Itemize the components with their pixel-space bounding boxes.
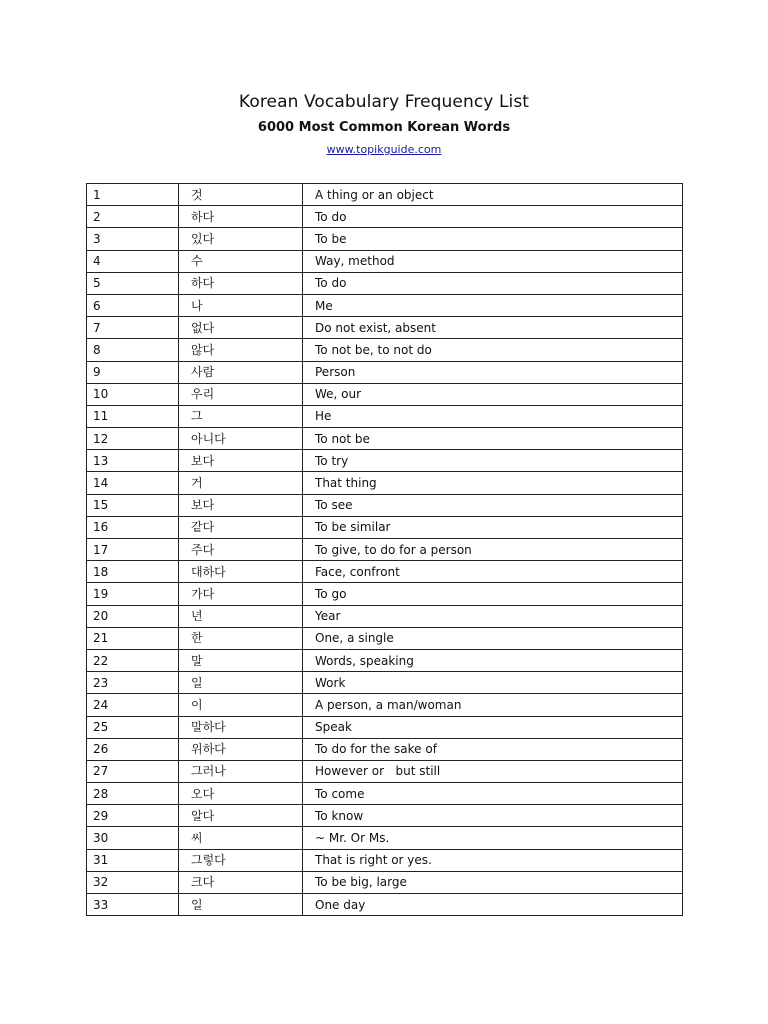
table-row bbox=[87, 849, 683, 871]
korean-word-cell: 우리 bbox=[179, 383, 303, 405]
korean-word-cell: 일 bbox=[179, 894, 303, 916]
english-meaning-cell: Year bbox=[303, 605, 683, 627]
table-row bbox=[87, 250, 683, 272]
english-meaning-cell: To do for the sake of bbox=[303, 738, 683, 760]
korean-word-cell: 보다 bbox=[179, 494, 303, 516]
rank-cell: 27 bbox=[87, 760, 179, 782]
table-row bbox=[87, 539, 683, 561]
english-meaning-cell: To do bbox=[303, 272, 683, 294]
korean-word-cell: 그렇다 bbox=[179, 849, 303, 871]
rank-cell: 7 bbox=[87, 317, 179, 339]
document-title: Korean Vocabulary Frequency List bbox=[238, 92, 530, 112]
rank-cell: 23 bbox=[87, 672, 179, 694]
korean-word-cell: 알다 bbox=[179, 805, 303, 827]
korean-word-cell: 없다 bbox=[179, 317, 303, 339]
korean-word-cell: 하다 bbox=[179, 206, 303, 228]
english-meaning-cell: Work bbox=[303, 672, 683, 694]
english-meaning-cell: To see bbox=[303, 494, 683, 516]
english-meaning-cell: To not be bbox=[303, 428, 683, 450]
rank-cell: 6 bbox=[87, 294, 179, 316]
table-row bbox=[87, 383, 683, 405]
table-row bbox=[87, 361, 683, 383]
table-row bbox=[87, 184, 683, 206]
english-meaning-cell: One, a single bbox=[303, 627, 683, 649]
korean-word-cell: 것 bbox=[179, 184, 303, 206]
rank-cell: 30 bbox=[87, 827, 179, 849]
table-row bbox=[87, 228, 683, 250]
table-row bbox=[87, 672, 683, 694]
table-row bbox=[87, 339, 683, 361]
english-meaning-cell: We, our bbox=[303, 383, 683, 405]
table-row bbox=[87, 783, 683, 805]
english-meaning-cell: That thing bbox=[303, 472, 683, 494]
rank-cell: 1 bbox=[87, 184, 179, 206]
rank-cell: 20 bbox=[87, 605, 179, 627]
korean-word-cell: 말 bbox=[179, 649, 303, 671]
english-meaning-cell: To know bbox=[303, 805, 683, 827]
table-row bbox=[87, 494, 683, 516]
english-meaning-cell: Speak bbox=[303, 716, 683, 738]
table-row bbox=[87, 871, 683, 893]
table-row bbox=[87, 428, 683, 450]
english-meaning-cell: Face, confront bbox=[303, 561, 683, 583]
english-meaning-cell: He bbox=[303, 405, 683, 427]
table-row bbox=[87, 827, 683, 849]
rank-cell: 3 bbox=[87, 228, 179, 250]
rank-cell: 18 bbox=[87, 561, 179, 583]
source-link-container bbox=[0, 142, 768, 158]
english-meaning-cell: Words, speaking bbox=[303, 649, 683, 671]
table-row bbox=[87, 450, 683, 472]
korean-word-cell: 씨 bbox=[179, 827, 303, 849]
korean-word-cell: 년 bbox=[179, 605, 303, 627]
english-meaning-cell: To come bbox=[303, 783, 683, 805]
english-meaning-cell: To do bbox=[303, 206, 683, 228]
korean-word-cell: 그 bbox=[179, 405, 303, 427]
table-row bbox=[87, 583, 683, 605]
korean-word-cell: 하다 bbox=[179, 272, 303, 294]
korean-word-cell: 이 bbox=[179, 694, 303, 716]
english-meaning-cell: That is right or yes. bbox=[303, 849, 683, 871]
table-row bbox=[87, 716, 683, 738]
rank-cell: 8 bbox=[87, 339, 179, 361]
rank-cell: 13 bbox=[87, 450, 179, 472]
korean-word-cell: 거 bbox=[179, 472, 303, 494]
rank-cell: 22 bbox=[87, 649, 179, 671]
korean-word-cell: 오다 bbox=[179, 783, 303, 805]
korean-word-cell: 일 bbox=[179, 672, 303, 694]
table-row bbox=[87, 317, 683, 339]
rank-cell: 11 bbox=[87, 405, 179, 427]
table-row bbox=[87, 760, 683, 782]
english-meaning-cell: To not be, to not do bbox=[303, 339, 683, 361]
korean-word-cell: 수 bbox=[179, 250, 303, 272]
rank-cell: 26 bbox=[87, 738, 179, 760]
korean-word-cell: 보다 bbox=[179, 450, 303, 472]
korean-word-cell: 크다 bbox=[179, 871, 303, 893]
rank-cell: 4 bbox=[87, 250, 179, 272]
english-meaning-cell: To go bbox=[303, 583, 683, 605]
korean-word-cell: 대하다 bbox=[179, 561, 303, 583]
vocabulary-table-body bbox=[87, 184, 683, 916]
table-row bbox=[87, 605, 683, 627]
table-row bbox=[87, 472, 683, 494]
rank-cell: 29 bbox=[87, 805, 179, 827]
table-row bbox=[87, 516, 683, 538]
table-row bbox=[87, 894, 683, 916]
rank-cell: 32 bbox=[87, 871, 179, 893]
document-subtitle: 6000 Most Common Korean Words bbox=[257, 120, 511, 135]
english-meaning-cell: To be similar bbox=[303, 516, 683, 538]
korean-word-cell: 사람 bbox=[179, 361, 303, 383]
english-meaning-cell: Person bbox=[303, 361, 683, 383]
english-meaning-cell: One day bbox=[303, 894, 683, 916]
english-meaning-cell: A thing or an object bbox=[303, 184, 683, 206]
vocabulary-table bbox=[86, 183, 683, 916]
korean-word-cell: 그러나 bbox=[179, 760, 303, 782]
english-meaning-cell: ~ Mr. Or Ms. bbox=[303, 827, 683, 849]
table-row bbox=[87, 294, 683, 316]
table-row bbox=[87, 627, 683, 649]
english-meaning-cell: To give, to do for a person bbox=[303, 539, 683, 561]
korean-word-cell: 있다 bbox=[179, 228, 303, 250]
rank-cell: 14 bbox=[87, 472, 179, 494]
rank-cell: 19 bbox=[87, 583, 179, 605]
rank-cell: 2 bbox=[87, 206, 179, 228]
korean-word-cell: 위하다 bbox=[179, 738, 303, 760]
english-meaning-cell: To try bbox=[303, 450, 683, 472]
rank-cell: 12 bbox=[87, 428, 179, 450]
korean-word-cell: 같다 bbox=[179, 516, 303, 538]
korean-word-cell: 가다 bbox=[179, 583, 303, 605]
korean-word-cell: 한 bbox=[179, 627, 303, 649]
rank-cell: 16 bbox=[87, 516, 179, 538]
korean-word-cell: 않다 bbox=[179, 339, 303, 361]
table-row bbox=[87, 738, 683, 760]
source-link[interactable]: www.topikguide.com bbox=[326, 143, 442, 156]
table-row bbox=[87, 694, 683, 716]
korean-word-cell: 주다 bbox=[179, 539, 303, 561]
english-meaning-cell: However or but still bbox=[303, 760, 683, 782]
rank-cell: 28 bbox=[87, 783, 179, 805]
rank-cell: 10 bbox=[87, 383, 179, 405]
rank-cell: 21 bbox=[87, 627, 179, 649]
korean-word-cell: 아니다 bbox=[179, 428, 303, 450]
rank-cell: 24 bbox=[87, 694, 179, 716]
table-row bbox=[87, 805, 683, 827]
korean-word-cell: 말하다 bbox=[179, 716, 303, 738]
english-meaning-cell: To be big, large bbox=[303, 871, 683, 893]
table-row bbox=[87, 561, 683, 583]
rank-cell: 5 bbox=[87, 272, 179, 294]
rank-cell: 31 bbox=[87, 849, 179, 871]
rank-cell: 25 bbox=[87, 716, 179, 738]
rank-cell: 9 bbox=[87, 361, 179, 383]
english-meaning-cell: Way, method bbox=[303, 250, 683, 272]
table-row bbox=[87, 272, 683, 294]
table-row bbox=[87, 649, 683, 671]
rank-cell: 15 bbox=[87, 494, 179, 516]
table-row bbox=[87, 405, 683, 427]
rank-cell: 17 bbox=[87, 539, 179, 561]
table-row bbox=[87, 206, 683, 228]
korean-word-cell: 나 bbox=[179, 294, 303, 316]
english-meaning-cell: Do not exist, absent bbox=[303, 317, 683, 339]
english-meaning-cell: A person, a man/woman bbox=[303, 694, 683, 716]
english-meaning-cell: Me bbox=[303, 294, 683, 316]
english-meaning-cell: To be bbox=[303, 228, 683, 250]
rank-cell: 33 bbox=[87, 894, 179, 916]
